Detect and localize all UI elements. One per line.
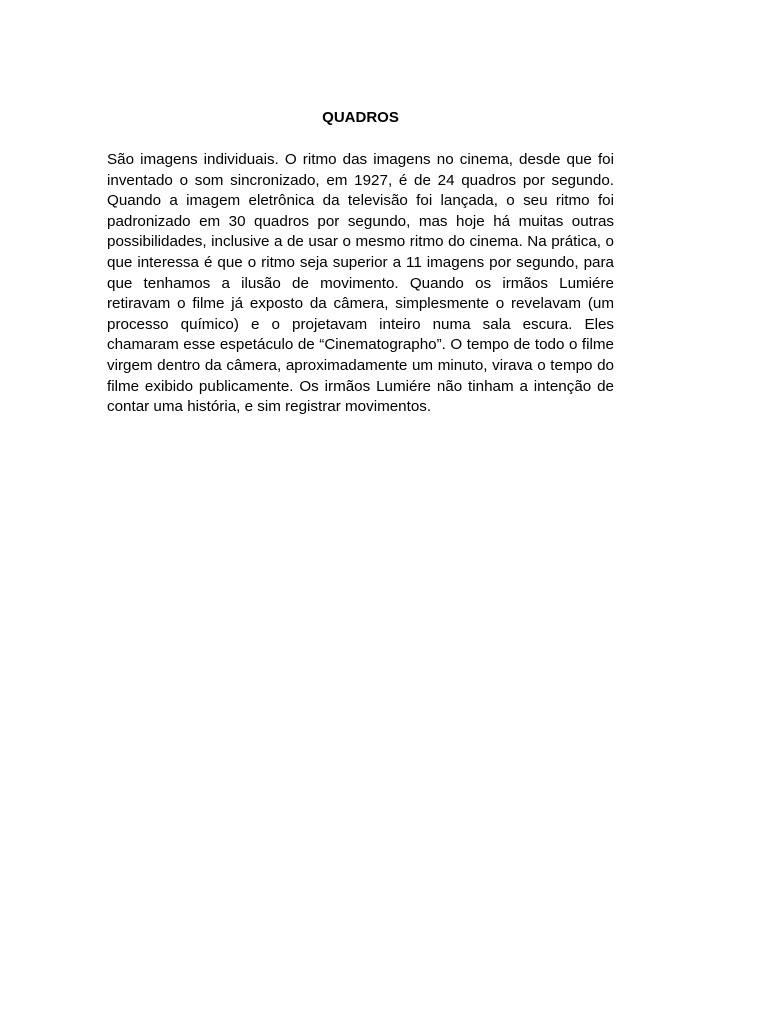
- document-title: QUADROS: [322, 109, 399, 126]
- document-paragraph: São imagens individuais. O ritmo das imagens no cinema, desde que foi inventado o som sincronizado, em 1927, é de 24 quadros por segundo. Quando a imagem eletrônica da televisão foi lançada, o seu ritmo foi padronizado em 30 quadros por segundo, mas hoje há muitas outras possibilidades, inclusive a de usar o mesmo ritmo do cinema. Na prática, o que interessa é que o ritmo seja superior a 11 imagens por segundo, para que tenhamos a ilusão de movimento. Quando os irmãos Lumiére retiravam o filme já exposto da câmera, simplesmente o revelavam (um processo químico) e o projetavam inteiro numa sala escura. Eles chamaram esse espetáculo de “Cinematographo”. O tempo de todo o filme virgem dentro da câmera, aproximadamente um minuto, virava o tempo do filme exibido publicamente. Os irmãos Lumiére não tinham a intenção de contar uma história, e sim registrar movimentos.: [107, 151, 614, 416]
